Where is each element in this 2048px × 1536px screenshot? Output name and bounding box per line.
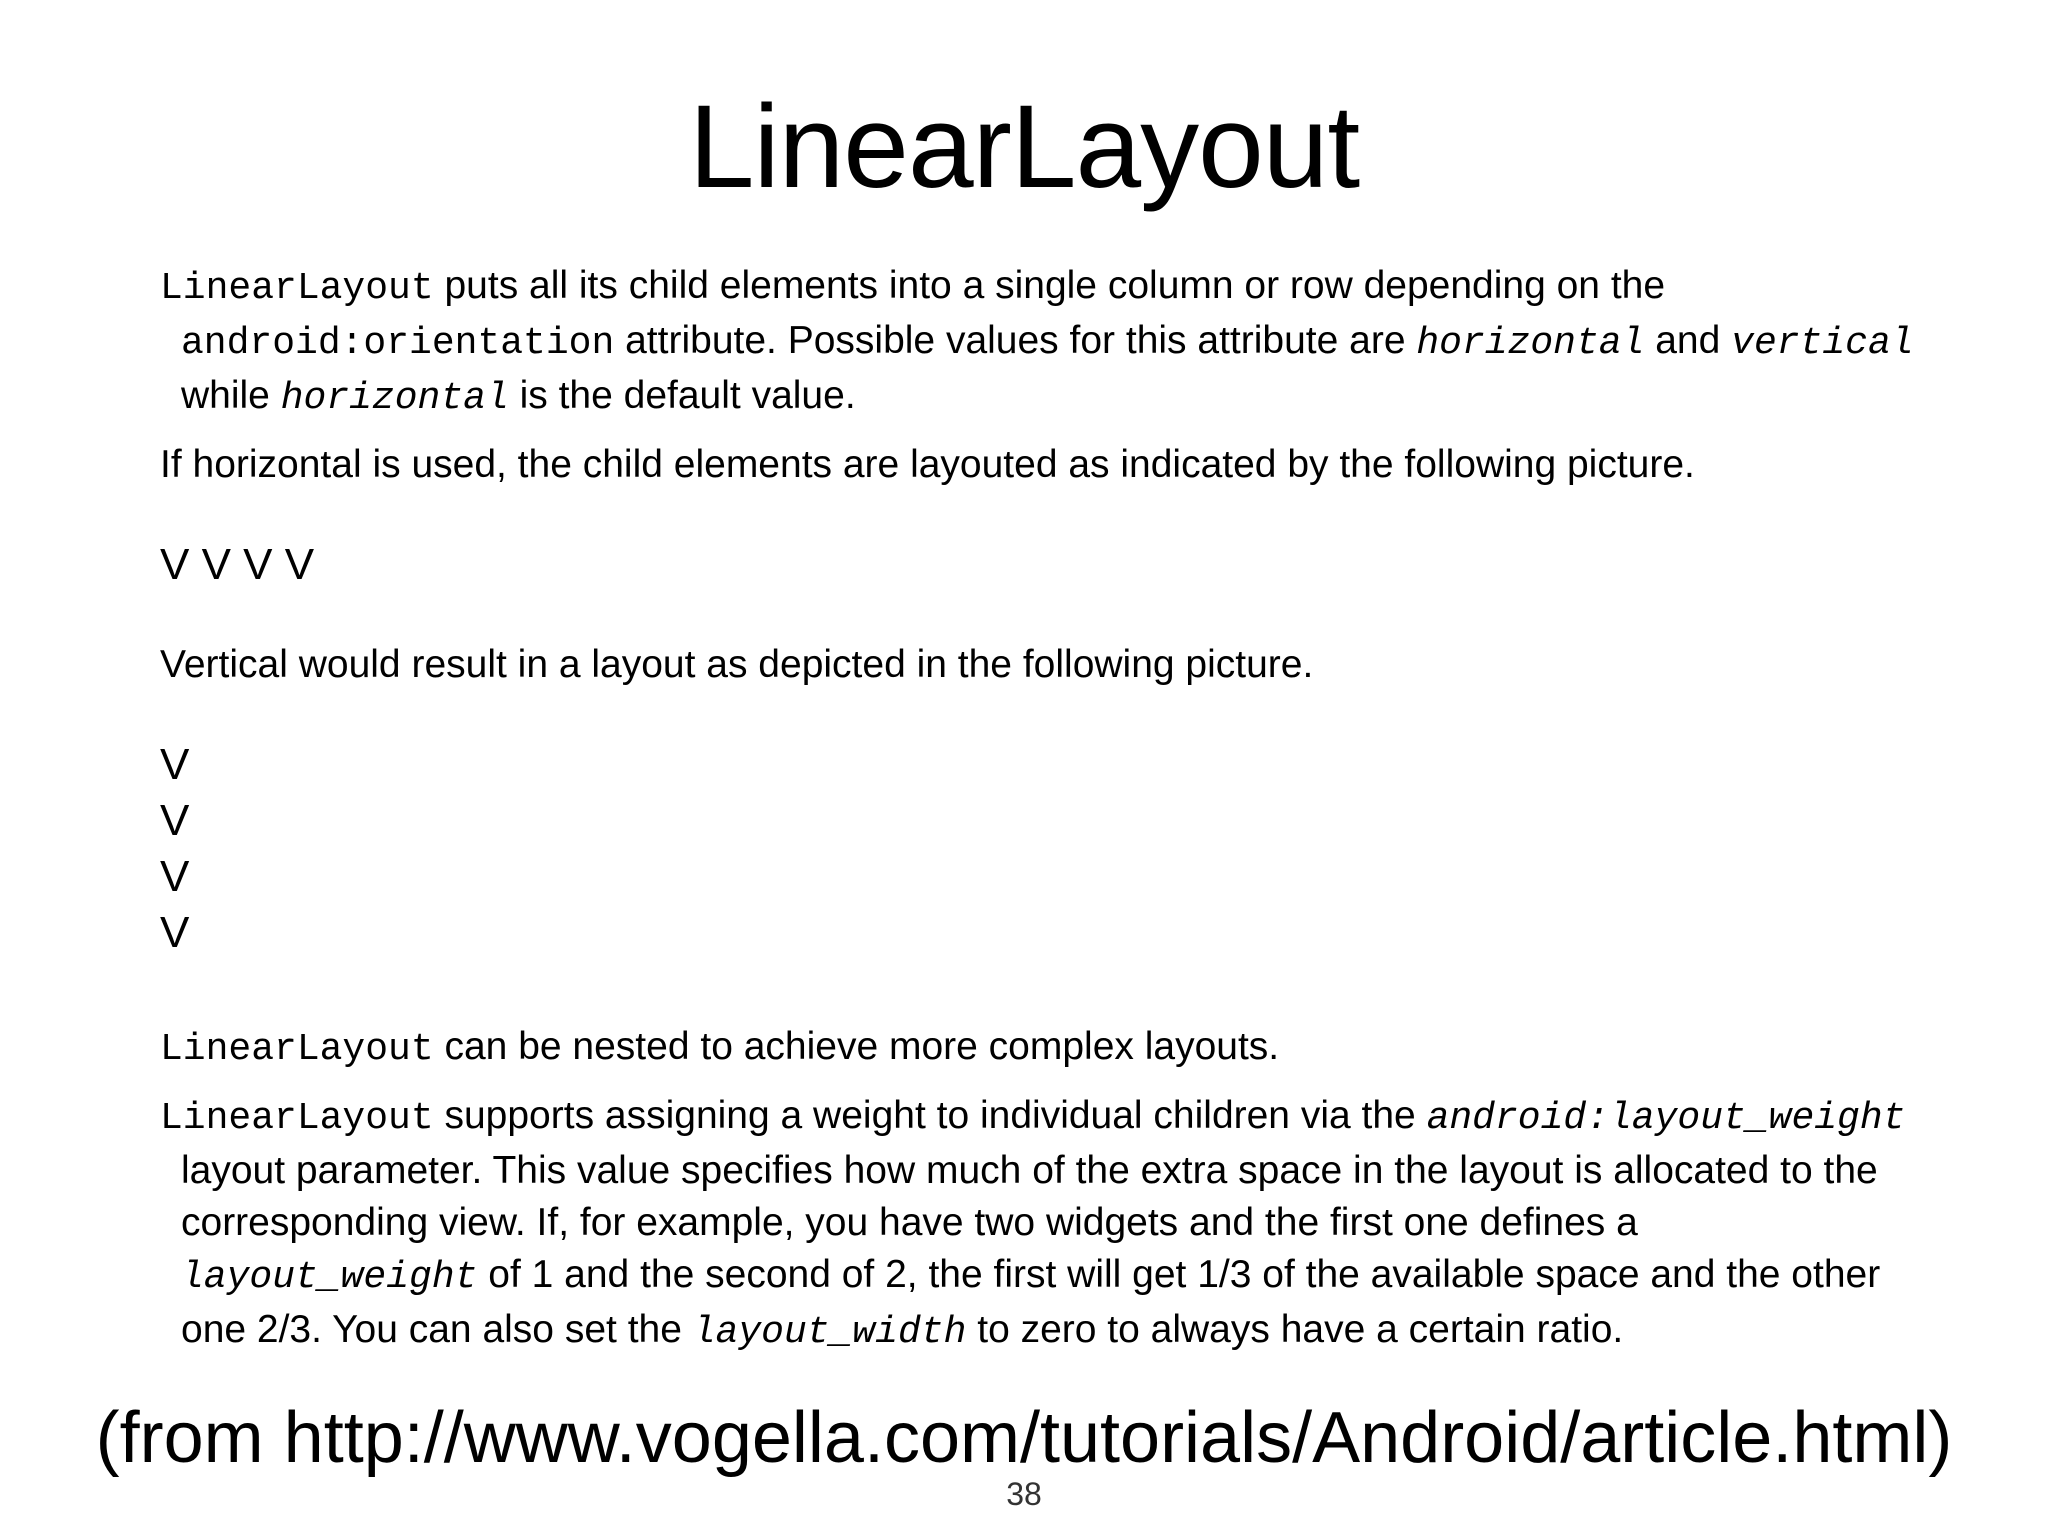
vertical-layout-picture — [160, 737, 1940, 961]
paragraph-orientation — [160, 260, 1940, 425]
vertical-item: V — [160, 852, 190, 901]
source-citation: (from http://www.vogella.com/tutorials/Android/article.html) — [95, 1398, 1953, 1478]
text-segment: puts all its child elements into a single column or row depending on the — [433, 264, 1666, 307]
text-segment: of 1 and the second of 2, the first will get 1/3 of the available space and the other one 2/3. You can also set the — [181, 1253, 1881, 1351]
code-android-orientation: android:orientation — [181, 322, 615, 365]
code-android-layout-weight: android:layout_weight — [1426, 1097, 1906, 1140]
slide-title: LinearLayout — [688, 81, 1360, 213]
code-horizontal: horizontal — [280, 377, 509, 420]
code-linearlayout: LinearLayout — [160, 267, 434, 310]
code-horizontal: horizontal — [1416, 322, 1645, 365]
text-segment: attribute. Possible values for this attribute are — [614, 319, 1417, 362]
vertical-item: V — [160, 740, 190, 789]
text-segment: can be nested to achieve more complex layouts. — [433, 1025, 1280, 1068]
text-segment: is the default value. — [508, 374, 856, 417]
text-segment: while — [181, 374, 281, 417]
code-linearlayout: LinearLayout — [160, 1097, 434, 1140]
paragraph-nesting — [160, 1021, 1940, 1076]
horizontal-layout-picture: V V V V — [160, 540, 315, 589]
text-segment: supports assigning a weight to individual children via the — [433, 1094, 1427, 1137]
code-layout-width: layout_width — [692, 1311, 967, 1354]
paragraph-weight — [160, 1090, 1940, 1359]
code-layout-weight: layout_weight — [181, 1256, 478, 1299]
slide-body — [160, 260, 1940, 1359]
paragraph-vertical-intro: Vertical would result in a layout as depicted in the following picture. — [160, 643, 1314, 686]
code-vertical: vertical — [1731, 322, 1914, 365]
text-segment: to zero to always have a certain ratio. — [966, 1308, 1624, 1351]
page-number: 38 — [1006, 1476, 1042, 1512]
code-linearlayout: LinearLayout — [160, 1028, 434, 1071]
text-segment: and — [1644, 319, 1732, 362]
vertical-item: V — [160, 908, 190, 957]
vertical-item: V — [160, 796, 190, 845]
text-segment: layout parameter. This value specifies how much of the extra space in the layout is allocated to the corresponding view. If, for example, you have two widgets and the first one defines a — [181, 1149, 1878, 1244]
paragraph-horizontal-intro: If horizontal is used, the child elements are layouted as indicated by the following picture. — [160, 443, 1695, 486]
